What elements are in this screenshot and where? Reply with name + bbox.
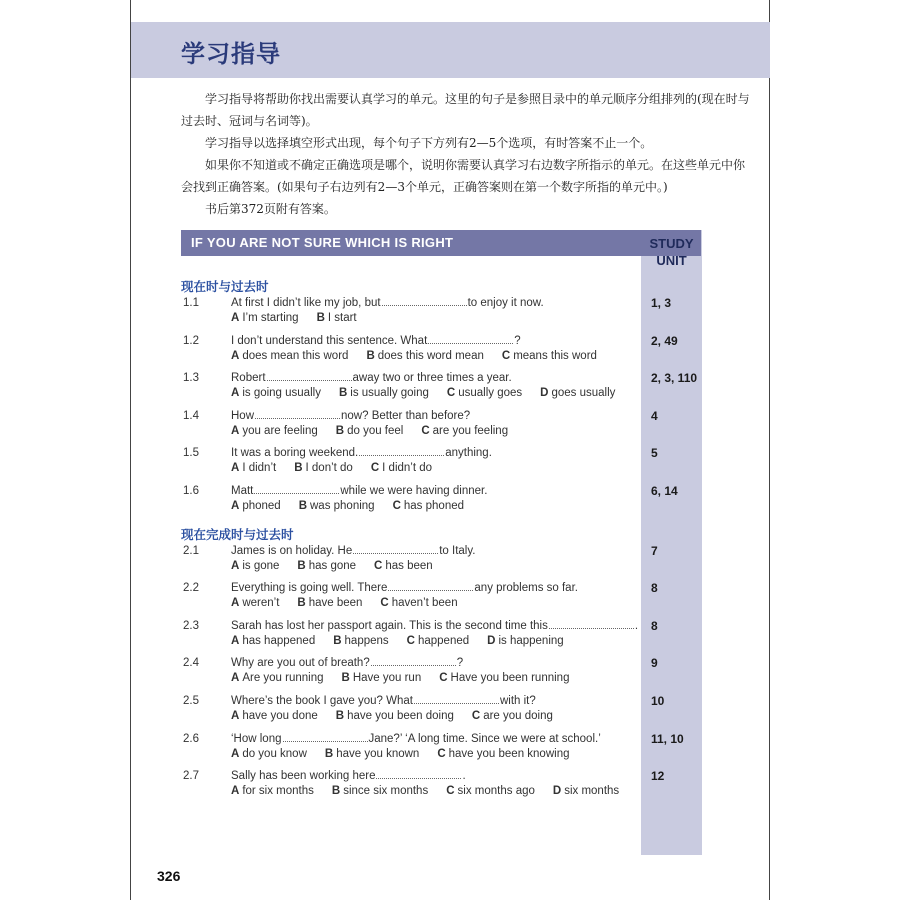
answer-option <box>540 387 615 399</box>
sentence-end: . <box>462 770 466 783</box>
question-number: 2.6 <box>183 732 199 745</box>
option-text: usually goes <box>458 387 523 400</box>
sentence-end: with it? <box>499 695 536 707</box>
answer-option <box>446 785 535 797</box>
sentence-end: anything. <box>445 447 492 460</box>
sentence-end: . <box>634 619 639 632</box>
option-letter: A <box>231 500 240 512</box>
answer-option <box>297 597 362 609</box>
option-letter: B <box>316 312 325 324</box>
sentence-start: ‘How long <box>231 732 282 745</box>
section-heading: 现在完成时与过去时 <box>181 526 294 542</box>
answer-option <box>231 710 318 722</box>
sentence-start: Everything is going well. There <box>231 582 388 595</box>
answer-blank <box>353 544 438 554</box>
option-letter: C <box>471 710 481 722</box>
option-letter: A <box>231 387 240 400</box>
study-unit-ref: 1, 3 <box>651 296 672 310</box>
table-header <box>181 230 701 256</box>
option-letter: B <box>335 424 345 437</box>
option-letter: B <box>297 597 306 610</box>
answer-option <box>231 748 307 760</box>
answer-blank <box>376 769 461 779</box>
answer-options <box>231 461 450 476</box>
study-unit-ref: 8 <box>651 618 658 633</box>
question-number: 2.1 <box>183 544 199 557</box>
answer-option <box>421 425 508 437</box>
answer-option <box>231 560 279 572</box>
option-letter: D <box>487 634 496 647</box>
option-letter: A <box>231 349 240 362</box>
option-text: for six months <box>242 785 314 798</box>
question-sentence <box>231 484 487 499</box>
answer-option <box>317 312 357 324</box>
option-letter: B <box>335 710 345 722</box>
option-text: have you been doing <box>347 710 454 722</box>
answer-option <box>380 597 457 609</box>
answer-blank <box>267 371 352 381</box>
answer-options <box>231 634 582 649</box>
option-letter: A <box>231 634 240 647</box>
answer-option <box>333 635 388 647</box>
intro-paragraph: 如果你不知道或不确定正确选项是哪个，说明你需要认真学习右边数字所指示的单元。在这些单元中你会找到正确答案。(如果句子右边列有2—3个单元，正确答案则在第一个数字所指的单元中。) <box>181 158 746 194</box>
answer-option <box>231 350 348 362</box>
option-text: I’m starting <box>242 312 299 324</box>
answer-option <box>231 597 279 609</box>
sentence-start: Where’s the book I gave you? What <box>231 695 413 707</box>
answer-blank <box>254 484 339 494</box>
option-text: is going usually <box>242 387 321 400</box>
option-text: happens <box>344 634 389 647</box>
table-header-label: IF YOU ARE NOT SURE WHICH IS RIGHT <box>191 235 454 250</box>
option-letter: B <box>331 785 341 798</box>
option-letter: A <box>231 785 240 798</box>
sentence-start: It was a boring weekend. <box>231 447 359 460</box>
answer-option <box>437 748 569 760</box>
answer-blank <box>359 446 444 456</box>
answer-option <box>231 635 315 647</box>
answer-option <box>231 672 324 684</box>
sentence-start: James is on holiday. He <box>231 544 353 557</box>
option-text: do you feel <box>347 424 404 437</box>
sentence-start: How <box>231 409 255 422</box>
answer-option <box>332 785 428 797</box>
option-text: weren’t <box>242 597 280 610</box>
answer-option <box>553 785 619 797</box>
intro-paragraph: 书后第372页附有答案。 <box>205 202 336 216</box>
answer-option <box>231 785 314 797</box>
option-text: has gone <box>308 559 357 572</box>
answer-option <box>231 500 281 512</box>
option-text: does this word mean <box>377 349 484 362</box>
option-letter: A <box>231 462 240 475</box>
option-text: has phoned <box>403 500 465 512</box>
option-text: happened <box>417 634 470 647</box>
question-number: 2.7 <box>183 770 199 783</box>
option-letter: C <box>446 387 456 400</box>
answer-blank <box>414 694 499 704</box>
question-number: 2.4 <box>183 657 199 670</box>
answer-blank <box>388 581 473 591</box>
study-unit-ref: 11, 10 <box>651 731 684 746</box>
answer-option <box>407 635 469 647</box>
option-text: you are feeling <box>242 424 318 437</box>
option-text: Are you running <box>242 672 324 685</box>
option-letter: C <box>392 500 401 512</box>
question-number: 1.4 <box>183 409 199 422</box>
sentence-end: ? <box>514 334 521 347</box>
question-number: 2.2 <box>183 582 199 595</box>
option-text: have been <box>308 597 363 610</box>
question-sentence <box>231 371 512 386</box>
option-text: are you feeling <box>432 424 509 437</box>
answer-options <box>231 596 476 611</box>
option-text: goes usually <box>551 387 616 400</box>
option-text: I didn’t <box>242 462 277 475</box>
option-text: I start <box>327 312 357 324</box>
sentence-end: now? Better than before? <box>341 409 471 422</box>
answer-option <box>472 710 553 722</box>
option-letter: C <box>437 747 446 760</box>
option-text: do you know <box>242 747 307 760</box>
question-number: 2.5 <box>183 695 199 707</box>
study-unit-ref: 8 <box>651 581 658 596</box>
option-letter: C <box>374 559 383 572</box>
sentence-end: Jane?’ ‘A long time. Since we were at school.’ <box>368 732 601 745</box>
option-letter: A <box>231 312 240 324</box>
sentence-end: to enjoy it now. <box>467 297 544 309</box>
option-letter: C <box>439 672 448 685</box>
option-letter: C <box>370 462 380 475</box>
answer-option <box>439 672 569 684</box>
question-sentence <box>231 446 492 461</box>
study-header-line: UNIT <box>656 253 687 268</box>
question-sentence <box>231 694 536 709</box>
option-letter: B <box>294 462 303 475</box>
answer-options <box>231 784 637 799</box>
answer-option <box>297 560 356 572</box>
question-sentence <box>231 769 466 784</box>
option-text: since six months <box>343 785 429 798</box>
answer-blank <box>371 656 456 666</box>
option-letter: A <box>231 559 240 572</box>
study-unit-ref: 2, 3, 110 <box>651 371 698 386</box>
option-letter: D <box>552 785 562 798</box>
sentence-start: Matt <box>231 485 254 497</box>
option-letter: C <box>406 634 415 647</box>
option-letter: A <box>231 672 240 685</box>
option-letter: A <box>231 747 240 760</box>
answer-options <box>231 386 633 401</box>
answer-option <box>371 462 432 474</box>
sentence-start: At first I didn’t like my job, but <box>231 297 381 309</box>
question-number: 2.3 <box>183 619 199 632</box>
question-number: 1.6 <box>183 485 199 497</box>
sentence-end: away two or three times a year. <box>352 372 512 385</box>
option-text: Have you run <box>352 672 422 685</box>
answer-blank <box>382 296 467 306</box>
study-unit-ref: 7 <box>651 543 658 558</box>
option-text: is happening <box>498 634 564 647</box>
answer-option <box>336 710 454 722</box>
intro-text <box>181 88 756 220</box>
answer-options <box>231 559 451 574</box>
option-letter: B <box>298 500 307 512</box>
study-unit-ref: 5 <box>651 446 658 461</box>
answer-options <box>231 709 571 724</box>
answer-option <box>447 387 522 399</box>
option-letter: A <box>231 710 240 722</box>
sentence-start: Why are you out of breath? <box>231 657 370 670</box>
page-title: 学习指导 <box>181 40 281 68</box>
option-letter: B <box>297 559 306 572</box>
option-text: is usually going <box>350 387 429 400</box>
answer-option <box>231 312 299 324</box>
answer-options <box>231 747 587 762</box>
answer-options <box>231 499 482 514</box>
study-unit-header <box>641 230 702 276</box>
intro-paragraph: 学习指导将帮助你找出需要认真学习的单元。这里的句子是参照目录中的单元顺序分组排列的(现在时与过去时、冠词与名词等)。 <box>181 92 750 128</box>
answer-option <box>374 560 433 572</box>
sentence-start: Sally has been working here <box>231 770 376 783</box>
option-letter: B <box>324 747 334 760</box>
option-letter: C <box>380 597 389 610</box>
option-text: is gone <box>242 559 280 572</box>
question-sentence <box>231 732 601 747</box>
intro-paragraph: 学习指导以选择填空形式出现，每个句子下方列有2—5个选项，有时答案不止一个。 <box>205 136 653 150</box>
sentence-end: ? <box>456 657 464 670</box>
sentence-start: Robert <box>231 372 266 385</box>
question-number: 1.1 <box>183 297 199 309</box>
question-number: 1.5 <box>183 447 199 460</box>
option-text: Have you been running <box>450 672 570 685</box>
answer-options <box>231 424 526 439</box>
study-unit-ref: 9 <box>651 656 658 671</box>
option-text: has happened <box>242 634 316 647</box>
option-letter: B <box>366 349 375 362</box>
option-text: six months <box>564 785 620 798</box>
study-unit-ref: 6, 14 <box>651 484 678 498</box>
study-unit-ref: 10 <box>651 694 665 708</box>
answer-option <box>294 462 353 474</box>
question-sentence <box>231 296 544 311</box>
study-unit-column <box>641 230 702 855</box>
answer-options <box>231 671 587 686</box>
sentence-start: Sarah has lost her passport again. This is the second time this <box>231 619 548 632</box>
answer-blank <box>428 334 513 344</box>
question-sentence <box>231 544 475 559</box>
page-number: 326 <box>157 868 181 884</box>
question-number: 1.3 <box>183 372 199 385</box>
option-text: I didn’t do <box>382 462 433 475</box>
answer-option <box>231 462 276 474</box>
option-text: I don’t do <box>305 462 353 475</box>
answer-blank <box>549 619 634 629</box>
option-text: are you doing <box>483 710 553 722</box>
option-letter: D <box>540 387 549 400</box>
option-letter: B <box>333 634 342 647</box>
option-text: phoned <box>242 500 281 512</box>
answer-option <box>231 425 318 437</box>
question-number: 1.2 <box>183 334 199 347</box>
answer-options <box>231 311 375 326</box>
study-unit-ref: 4 <box>651 408 658 423</box>
option-letter: A <box>231 597 240 610</box>
answer-option <box>366 350 483 362</box>
title-bar <box>131 22 770 78</box>
option-text: does mean this word <box>242 349 349 362</box>
option-letter: B <box>341 672 350 685</box>
option-text: have you been knowing <box>448 747 570 760</box>
option-text: six months ago <box>457 785 535 798</box>
answer-option <box>339 387 429 399</box>
answer-option <box>487 635 564 647</box>
option-text: means this word <box>513 349 597 362</box>
answer-blank <box>283 732 368 742</box>
option-letter: C <box>501 349 511 362</box>
question-sentence <box>231 619 638 634</box>
answer-option <box>342 672 422 684</box>
question-sentence <box>231 334 521 349</box>
answer-option <box>299 500 375 512</box>
sentence-end: to Italy. <box>439 544 476 557</box>
option-letter: B <box>338 387 348 400</box>
option-text: has been <box>385 559 433 572</box>
study-header-line: STUDY <box>649 236 694 251</box>
answer-blank <box>255 409 340 419</box>
answer-option <box>325 748 419 760</box>
option-text: haven’t been <box>391 597 458 610</box>
study-unit-ref: 2, 49 <box>651 333 678 348</box>
section-heading: 现在时与过去时 <box>181 279 269 294</box>
sentence-end: any problems so far. <box>474 582 578 595</box>
answer-option <box>502 350 597 362</box>
study-unit-ref: 12 <box>651 769 665 784</box>
question-sentence <box>231 581 578 596</box>
answer-option <box>393 500 464 512</box>
option-letter: C <box>446 785 455 798</box>
option-letter: C <box>421 424 430 437</box>
option-text: have you done <box>242 710 318 722</box>
answer-option <box>231 387 321 399</box>
question-sentence <box>231 409 470 424</box>
answer-options <box>231 349 615 364</box>
option-letter: A <box>231 424 240 437</box>
book-page <box>130 0 770 900</box>
question-sentence <box>231 656 463 671</box>
option-text: was phoning <box>310 500 375 512</box>
sentence-start: I don’t understand this sentence. What <box>231 334 428 347</box>
option-text: have you known <box>336 747 420 760</box>
sentence-end: while we were having dinner. <box>340 485 488 497</box>
answer-option <box>336 425 404 437</box>
